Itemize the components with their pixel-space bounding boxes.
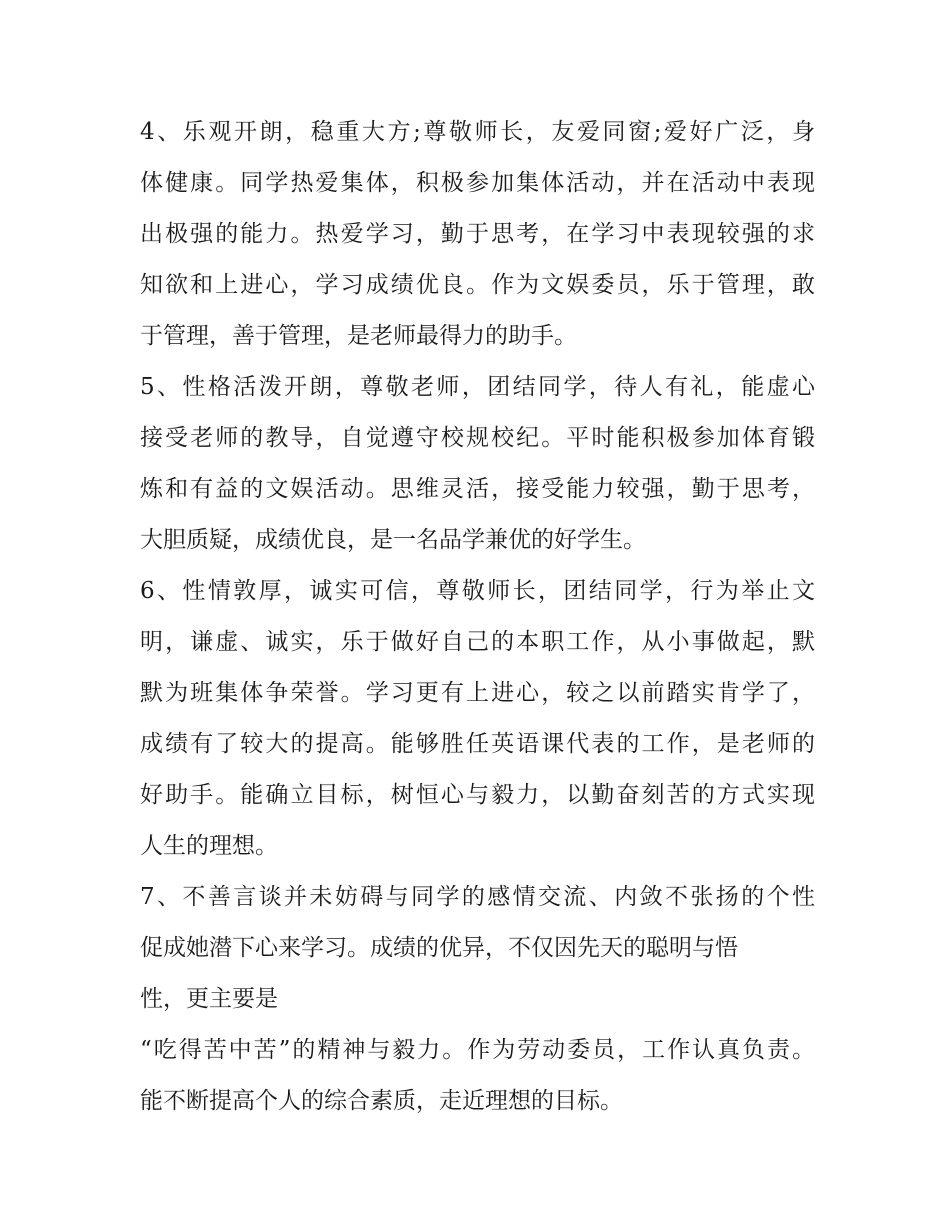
text-line: 人生的理想。 xyxy=(140,833,278,859)
text-line: 7、不善言谈并未妨碍与同学的感情交流、内敛不张扬的个性 xyxy=(140,884,815,910)
text-line: 成绩有了较大的提高。能够胜任英语课代表的工作，是老师的 xyxy=(140,731,815,757)
text-line: 好助手。能确立目标，树恒心与毅力，以勤奋刻苦的方式实现 xyxy=(140,782,815,808)
text-line: 炼和有益的文娱活动。思维灵活，接受能力较强，勤于思考， xyxy=(140,476,815,502)
text-line: 促成她潜下心来学习。成绩的优异，不仅因先天的聪明与悟 xyxy=(140,935,738,961)
text-line: “吃得苦中苦”的精神与毅力。作为劳动委员，工作认真负责。 xyxy=(140,1037,815,1063)
text-line: 5、性格活泼开朗，尊敬老师，团结同学，待人有礼，能虚心 xyxy=(140,374,815,400)
text-line: 出极强的能力。热爱学习，勤于思考，在学习中表现较强的求 xyxy=(140,221,815,247)
text-line: 接受老师的教导，自觉遵守校规校纪。平时能积极参加体育锻 xyxy=(140,425,815,451)
text-line: 性，更主要是 xyxy=(140,986,278,1012)
text-line: 默为班集体争荣誉。学习更有上进心，较之以前踏实肯学了， xyxy=(140,680,815,706)
text-line: 6、性情敦厚，诚实可信，尊敬师长，团结同学，行为举止文 xyxy=(140,578,815,604)
text-line: 明，谦虚、诚实，乐于做好自己的本职工作，从小事做起，默 xyxy=(140,629,815,655)
text-line: 于管理，善于管理，是老师最得力的助手。 xyxy=(140,323,577,349)
paragraph-6 xyxy=(140,566,815,872)
text-line: 4、乐观开朗，稳重大方;尊敬师长，友爱同窗;爱好广泛，身 xyxy=(140,119,815,145)
text-line: 知欲和上进心，学习成绩优良。作为文娱委员，乐于管理，敢 xyxy=(140,272,815,298)
text-line: 大胆质疑，成绩优良，是一名品学兼优的好学生。 xyxy=(140,527,646,553)
paragraph-5 xyxy=(140,362,815,566)
paragraph-4 xyxy=(140,107,815,362)
paragraph-7 xyxy=(140,872,815,1127)
document-body xyxy=(140,107,815,1127)
text-line: 能不断提高个人的综合素质，走近理想的目标。 xyxy=(140,1088,623,1114)
text-line: 体健康。同学热爱集体，积极参加集体活动，并在活动中表现 xyxy=(140,170,815,196)
